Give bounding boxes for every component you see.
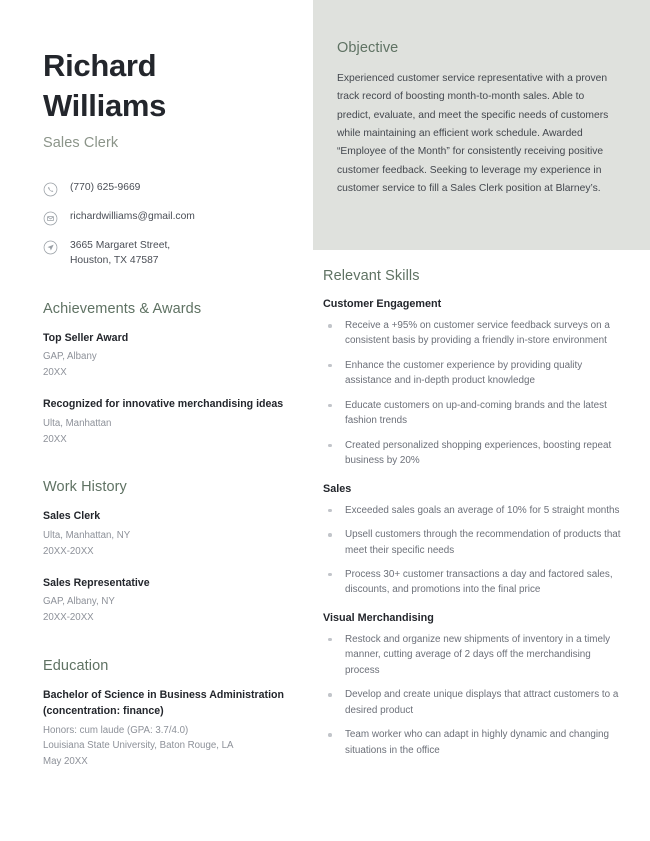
skill-bullet-list (323, 632, 622, 758)
skill-bullet: Team worker who can adapt in highly dynamic and changing situations in the office (323, 727, 622, 758)
contact-phone-row (43, 181, 285, 197)
work-title: Sales Representative (43, 576, 150, 589)
skill-group (323, 483, 622, 598)
job-title: Sales Clerk (43, 135, 119, 152)
skill-bullet: Enhance the customer experience by providing quality assistance and in-depth product knowledge (323, 358, 622, 389)
contact-email-row (43, 210, 285, 226)
name-block (43, 46, 285, 151)
skill-bullet: Restock and organize new shipments of inventory in a timely manner, cutting average of 2 days off the merchandising process (323, 632, 622, 678)
achievement-organization: Ulta, Manhattan (43, 417, 112, 429)
achievements-section (43, 301, 285, 448)
education-school: Louisiana State University, Baton Rouge, LA (43, 740, 234, 752)
education-honors: Honors: cum laude (GPA: 3.7/4.0) (43, 724, 189, 736)
email-value: richardwilliams@gmail.com (70, 211, 195, 223)
last-name: Williams (43, 87, 167, 123)
skill-bullet: Exceeded sales goals an average of 10% for 5 straight months (323, 503, 622, 518)
skill-bullet-list (323, 318, 622, 469)
work-organization: Ulta, Manhattan, NY (43, 530, 131, 542)
work-history-heading: Work History (43, 479, 127, 496)
right-column (313, 250, 650, 758)
education-section (43, 658, 285, 770)
work-organization: GAP, Albany, NY (43, 596, 115, 608)
phone-icon (43, 182, 58, 197)
achievement-title: Top Seller Award (43, 331, 129, 344)
relevant-skills-heading: Relevant Skills (323, 268, 420, 284)
left-column (0, 0, 313, 770)
skill-bullet: Develop and create unique displays that attract customers to a desired product (323, 687, 622, 718)
objective-panel (313, 0, 650, 250)
objective-text: Experienced customer service representative with a proven track record of boosting month-to-month sales. Able to predict, evaluate, and meet the specific needs of customers while maintaining an efficient work schedule. Awarded “Employee of the Month” for consistently receiving positive customer feedback. Seeking to leverage my experience in customer service to fill a Sales Clerk position at Blarney’s. (337, 73, 609, 194)
achievement-organization: GAP, Albany (43, 351, 97, 363)
email-icon (43, 211, 58, 226)
phone-value: (770) 625-9669 (70, 182, 141, 194)
address-line-2: Houston, TX 47587 (70, 254, 159, 266)
education-entry (43, 688, 285, 770)
address-line-1: 3665 Margaret Street, (70, 240, 171, 252)
contact-list (43, 181, 285, 268)
first-name: Richard (43, 48, 157, 83)
work-history-section (43, 479, 285, 626)
work-entry (43, 576, 285, 626)
skill-group (323, 612, 622, 758)
address-value (70, 239, 170, 268)
achievement-date: 20XX (43, 433, 67, 445)
skill-group-title: Visual Merchandising (323, 611, 434, 624)
achievement-entry (43, 331, 285, 381)
skill-group-title: Sales (323, 482, 352, 495)
education-heading: Education (43, 657, 109, 674)
work-title: Sales Clerk (43, 510, 101, 523)
work-entry (43, 509, 285, 559)
achievement-date: 20XX (43, 367, 67, 379)
work-date: 20XX-20XX (43, 612, 94, 624)
skill-bullet-list (323, 503, 622, 598)
skill-bullet: Receive a +95% on customer service feedback surveys on a consistent basis by providing a friendly in-store environment (323, 318, 622, 349)
skill-group-title: Customer Engagement (323, 298, 442, 310)
contact-address-row (43, 239, 285, 268)
education-date: May 20XX (43, 756, 88, 768)
objective-heading: Objective (337, 40, 399, 56)
skill-bullet: Created personalized shopping experiences, boosting repeat business by 20% (323, 438, 622, 469)
skill-bullet: Upsell customers through the recommendation of products that meet their specific needs (323, 527, 622, 558)
achievements-heading: Achievements & Awards (43, 300, 202, 317)
skill-group (323, 298, 622, 469)
location-icon (43, 240, 58, 255)
education-degree: Bachelor of Science in Business Administration (concentration: finance) (43, 688, 284, 717)
achievement-title: Recognized for innovative merchandising ideas (43, 397, 284, 410)
skill-bullet: Educate customers on up-and-coming brands and the latest fashion trends (323, 398, 622, 429)
skill-bullet: Process 30+ customer transactions a day and factored sales, discounts, and promotions into the final price (323, 567, 622, 598)
achievement-entry (43, 397, 285, 447)
work-date: 20XX-20XX (43, 545, 94, 557)
